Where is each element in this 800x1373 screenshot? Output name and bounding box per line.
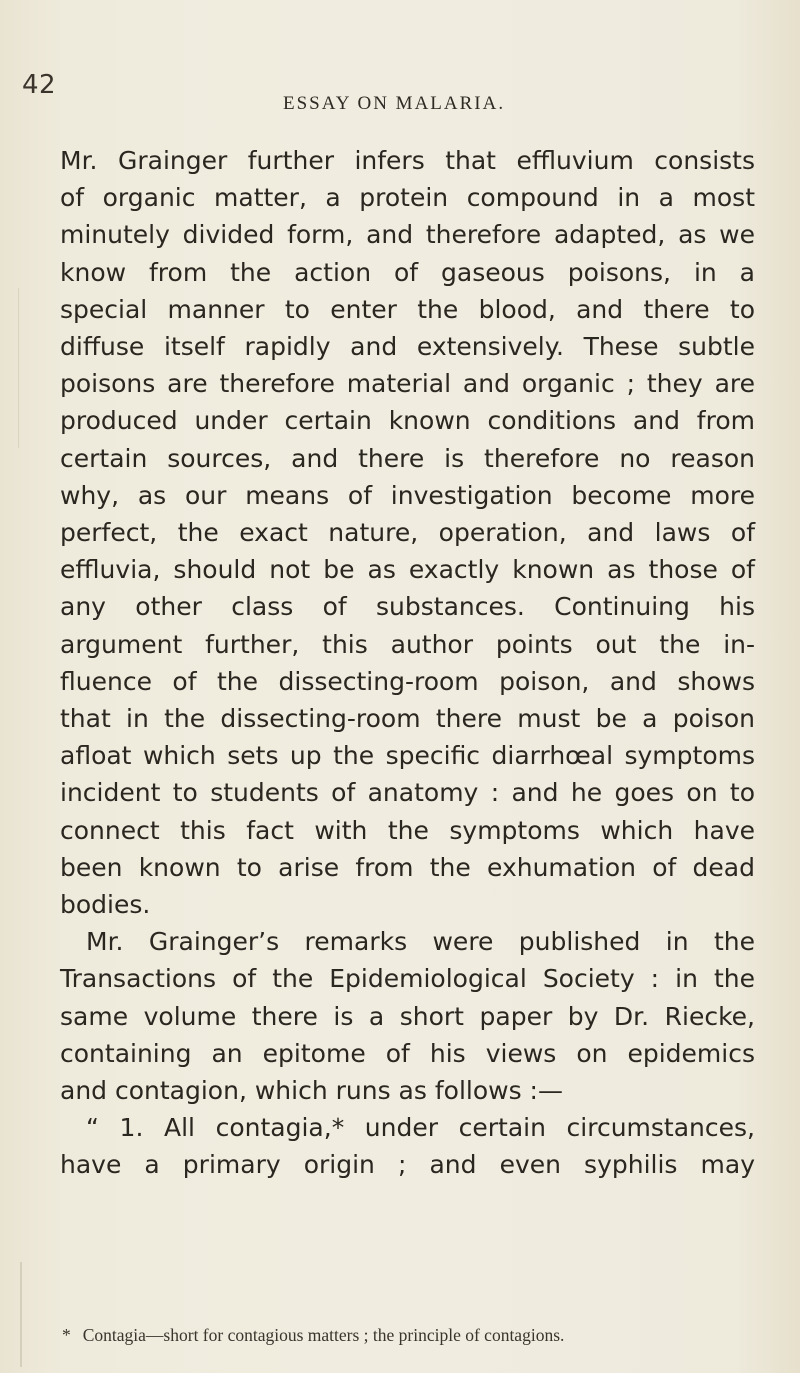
page-margin-mark bbox=[18, 288, 19, 448]
text-line: “ 1. All contagia,* under certain circumstances, bbox=[86, 1113, 755, 1143]
text-line: have a primary origin ; and even syphilis may bbox=[60, 1150, 755, 1180]
text-line: know from the action of gaseous poisons, in a bbox=[60, 257, 755, 287]
page-margin-mark bbox=[20, 1262, 22, 1367]
footnote-mark: * bbox=[62, 1325, 71, 1345]
text-line: fluence of the dissecting-room poison, and shows bbox=[60, 666, 755, 696]
text-line: perfect, the exact nature, operation, and laws of bbox=[60, 518, 755, 548]
text-line: special manner to enter the blood, and there to bbox=[60, 294, 755, 324]
text-line: bodies. bbox=[60, 890, 151, 920]
text-line: connect this fact with the symptoms which have bbox=[60, 815, 755, 845]
text-line: diffuse itself rapidly and extensively. These subtle bbox=[60, 332, 755, 362]
footnote bbox=[62, 1325, 762, 1346]
text-line: produced under certain known conditions and from bbox=[60, 406, 755, 436]
text-line: same volume there is a short paper by Dr. Riecke, bbox=[60, 1001, 755, 1031]
text-line: containing an epitome of his views on epidemics bbox=[60, 1038, 755, 1068]
page-number: 42 bbox=[22, 70, 57, 100]
text-line: that in the dissecting-room there must be a poison bbox=[60, 704, 755, 734]
text-line: afloat which sets up the specific diarrhœal symptoms bbox=[60, 741, 755, 771]
text-line: argument further, this author points out the in- bbox=[60, 629, 755, 659]
text-line: poisons are therefore material and organic ; they are bbox=[60, 369, 755, 399]
text-line: Mr. Grainger’s remarks were published in the bbox=[86, 927, 755, 957]
text-line: effluvia, should not be as exactly known as those of bbox=[60, 555, 755, 585]
footnote-text: Contagia—short for contagious matters ; the principle of contagions. bbox=[82, 1325, 565, 1345]
text-line: certain sources, and there is therefore no reason bbox=[60, 443, 755, 473]
text-line: and contagion, which runs as follows :— bbox=[60, 1076, 563, 1106]
text-line: Transactions of the Epidemiological Society : in the bbox=[60, 964, 755, 994]
text-line: of organic matter, a protein compound in a most bbox=[60, 183, 755, 213]
text-line: Mr. Grainger further infers that effluvium consists bbox=[60, 146, 755, 175]
text-line: any other class of substances. Continuing his bbox=[60, 592, 755, 622]
text-line: why, as our means of investigation become more bbox=[60, 480, 755, 510]
text-line: incident to students of anatomy : and he goes on to bbox=[60, 778, 755, 808]
body-text bbox=[60, 142, 755, 1184]
text-line: been known to arise from the exhumation of dead bbox=[60, 852, 755, 882]
text-line: minutely divided form, and therefore adapted, as we bbox=[60, 220, 755, 250]
running-title: ESSAY ON MALARIA. bbox=[283, 93, 506, 114]
